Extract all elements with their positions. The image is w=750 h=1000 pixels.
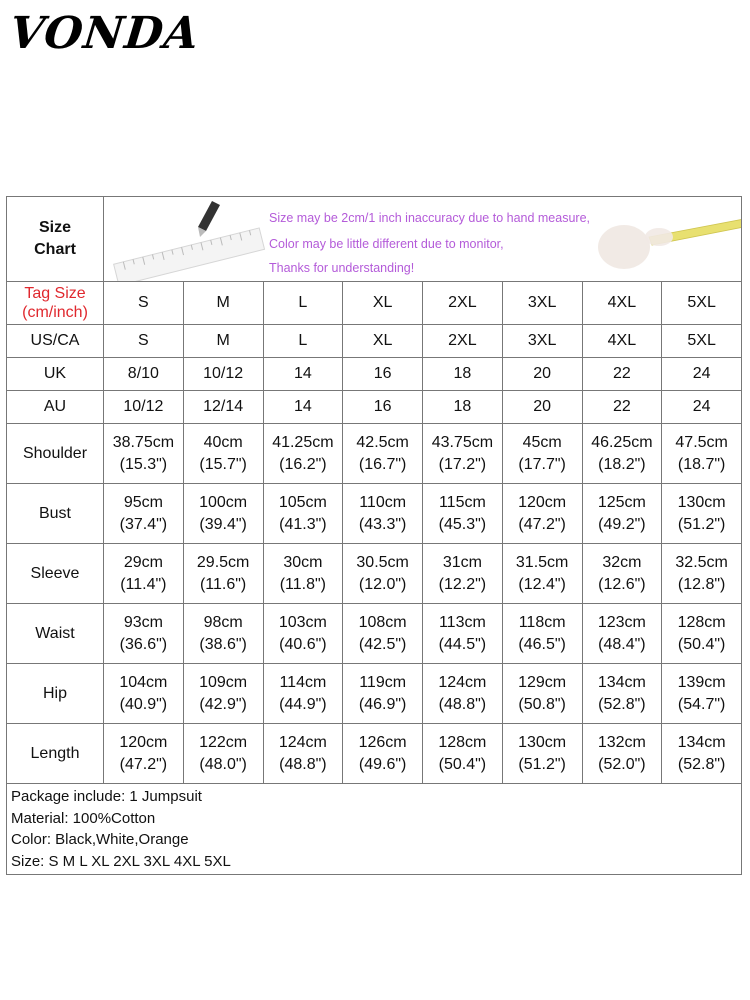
table-cell: S — [104, 325, 184, 358]
inch-value: (36.6") — [119, 635, 168, 653]
cm-value: 32.5cm — [675, 553, 728, 571]
cm-value: 134cm — [677, 733, 726, 751]
row-label: Waist — [7, 604, 104, 664]
inch-value: (52.8") — [677, 755, 726, 773]
inch-value: (12.8") — [677, 575, 726, 593]
cm-value: 105cm — [278, 493, 327, 511]
inch-value: (17.7") — [518, 455, 566, 473]
cm-value: 31cm — [442, 553, 482, 571]
table-cell — [662, 664, 742, 724]
tag-size-row — [7, 282, 742, 325]
table-cell — [343, 604, 423, 664]
cm-value: 30.5cm — [356, 553, 409, 571]
cm-value: 123cm — [597, 613, 646, 631]
table-cell — [183, 724, 263, 784]
inch-value: (12.4") — [518, 575, 566, 593]
cm-value: 43.75cm — [431, 433, 494, 451]
cm-value: 120cm — [518, 493, 567, 511]
cm-value: 30cm — [283, 553, 323, 571]
inch-value: (16.2") — [279, 455, 327, 473]
table-cell: 2XL — [423, 325, 503, 358]
cm-value: 109cm — [199, 673, 248, 691]
banner-row — [7, 197, 742, 282]
table-cell: 16 — [343, 391, 423, 424]
table-cell — [104, 724, 184, 784]
table-cell: XL — [343, 325, 423, 358]
cm-value: 46.25cm — [591, 433, 653, 451]
table-cell — [662, 724, 742, 784]
inch-value: (17.2") — [438, 455, 487, 473]
cm-value: 118cm — [518, 613, 566, 631]
cm-value: 119cm — [359, 673, 407, 691]
inch-value: (37.4") — [119, 515, 168, 533]
cm-value: 41.25cm — [272, 433, 334, 451]
table-cell: 20 — [502, 358, 582, 391]
table-cell — [183, 664, 263, 724]
table-cell: 14 — [263, 391, 343, 424]
table-cell — [502, 484, 582, 544]
size-chart-title: Size Chart — [7, 197, 104, 282]
size-header-xl: XL — [343, 282, 423, 325]
inch-value: (12.6") — [598, 575, 646, 593]
table-cell — [662, 544, 742, 604]
cm-value: 104cm — [119, 673, 168, 691]
inch-value: (50.4") — [677, 635, 726, 653]
table-cell — [343, 724, 423, 784]
table-cell — [263, 544, 343, 604]
inch-value: (15.3") — [119, 455, 168, 473]
table-cell — [104, 484, 184, 544]
table-cell: 4XL — [582, 325, 662, 358]
inch-value: (40.6") — [279, 635, 327, 653]
inch-value: (45.3") — [438, 515, 487, 533]
cm-value: 129cm — [518, 673, 567, 691]
inch-value: (47.2") — [518, 515, 566, 533]
inch-value: (44.9") — [279, 695, 327, 713]
table-cell — [582, 544, 662, 604]
table-cell — [662, 604, 742, 664]
inch-value: (11.8") — [279, 575, 327, 593]
table-row — [7, 424, 742, 484]
brand-logo: VONDA — [7, 8, 202, 59]
table-cell — [662, 484, 742, 544]
inch-value: (49.2") — [598, 515, 646, 533]
inch-value: (44.5") — [438, 635, 487, 653]
table-cell — [263, 664, 343, 724]
note-inaccuracy: Size may be 2cm/1 inch inaccuracy due to hand measure, — [269, 211, 591, 225]
cm-value: 114cm — [279, 673, 327, 691]
table-cell: 12/14 — [183, 391, 263, 424]
table-row — [7, 664, 742, 724]
table-cell: L — [263, 325, 343, 358]
table-cell — [502, 544, 582, 604]
table-cell — [502, 664, 582, 724]
table-cell — [343, 544, 423, 604]
table-cell — [104, 664, 184, 724]
inch-value: (11.4") — [120, 575, 167, 593]
table-row — [7, 724, 742, 784]
cm-value: 113cm — [438, 613, 486, 631]
inch-value: (42.5") — [358, 635, 407, 653]
size-header-m: M — [183, 282, 263, 325]
table-cell: 5XL — [662, 325, 742, 358]
cm-value: 126cm — [358, 733, 407, 751]
table-cell — [183, 424, 263, 484]
table-cell — [104, 544, 184, 604]
cm-value: 122cm — [199, 733, 248, 751]
size-header-l: L — [263, 282, 343, 325]
note-color: Color may be little different due to monitor, — [269, 237, 504, 251]
inch-value: (15.7") — [199, 455, 247, 473]
cm-value: 93cm — [123, 613, 163, 631]
cm-value: 29cm — [123, 553, 163, 571]
table-cell — [423, 724, 503, 784]
table-cell — [582, 424, 662, 484]
info-line: Package include: 1 Jumpsuit — [11, 788, 202, 805]
cm-value: 103cm — [278, 613, 327, 631]
inch-value: (52.8") — [598, 695, 646, 713]
cm-value: 40cm — [203, 433, 243, 451]
cm-value: 130cm — [518, 733, 567, 751]
cm-value: 125cm — [597, 493, 646, 511]
table-cell — [423, 424, 503, 484]
table-cell — [183, 544, 263, 604]
table-cell — [423, 604, 503, 664]
table-cell — [183, 604, 263, 664]
table-row — [7, 358, 742, 391]
table-cell — [104, 424, 184, 484]
table-cell — [183, 484, 263, 544]
product-info-row — [7, 784, 742, 875]
row-label: UK — [7, 358, 104, 391]
table-cell — [502, 424, 582, 484]
cm-value: 29.5cm — [196, 553, 250, 571]
inch-value: (48.0") — [199, 755, 247, 773]
size-header-2xl: 2XL — [423, 282, 503, 325]
cm-value: 115cm — [438, 493, 486, 511]
table-cell: M — [183, 325, 263, 358]
cm-value: 95cm — [123, 493, 163, 511]
inch-value: (41.3") — [279, 515, 327, 533]
row-label: Bust — [7, 484, 104, 544]
cm-value: 128cm — [438, 733, 487, 751]
cm-value: 128cm — [677, 613, 726, 631]
size-header-5xl: 5XL — [662, 282, 742, 325]
table-cell — [582, 604, 662, 664]
inch-value: (42.9") — [199, 695, 247, 713]
inch-value: (50.8") — [518, 695, 566, 713]
table-cell: 24 — [662, 391, 742, 424]
size-chart-table — [6, 196, 742, 875]
table-row — [7, 484, 742, 544]
cm-value: 98cm — [203, 613, 243, 631]
inch-value: (47.2") — [119, 755, 168, 773]
info-line: Size: S M L XL 2XL 3XL 4XL 5XL — [11, 852, 231, 870]
inch-value: (12.0") — [358, 575, 407, 593]
measure-notes-banner — [104, 197, 742, 282]
inch-value: (48.8") — [438, 695, 487, 713]
table-cell: 14 — [263, 358, 343, 391]
size-header-3xl: 3XL — [502, 282, 582, 325]
cm-value: 120cm — [119, 733, 168, 751]
table-cell — [582, 724, 662, 784]
table-cell — [343, 664, 423, 724]
tape-measure-illustration — [598, 219, 741, 269]
inch-value: (43.3") — [358, 515, 407, 533]
row-label: Length — [7, 724, 104, 784]
cm-value: 110cm — [359, 493, 407, 511]
table-cell — [502, 604, 582, 664]
cm-value: 130cm — [677, 493, 726, 511]
product-info — [7, 784, 742, 875]
inch-value: (39.4") — [199, 515, 247, 533]
inch-value: (51.2") — [518, 755, 566, 773]
table-cell — [502, 724, 582, 784]
cm-value: 132cm — [597, 733, 646, 751]
inch-value: (18.2") — [598, 455, 646, 473]
inch-value: (51.2") — [677, 515, 726, 533]
cm-value: 134cm — [597, 673, 646, 691]
inch-value: (52.0") — [598, 755, 646, 773]
inch-value: (46.9") — [358, 695, 407, 713]
table-cell: 3XL — [502, 325, 582, 358]
cm-value: 42.5cm — [356, 433, 409, 451]
table-cell: 10/12 — [104, 391, 184, 424]
inch-value: (16.7") — [358, 455, 407, 473]
table-row — [7, 604, 742, 664]
inch-value: (50.4") — [438, 755, 487, 773]
table-cell — [582, 484, 662, 544]
inch-value: (48.4") — [598, 635, 646, 653]
inch-value: (46.5") — [518, 635, 566, 653]
table-cell — [263, 724, 343, 784]
note-thanks: Thanks for understanding! — [269, 261, 415, 275]
row-label: US/CA — [7, 325, 104, 358]
table-cell: 10/12 — [183, 358, 263, 391]
table-cell: 20 — [502, 391, 582, 424]
table-cell — [104, 604, 184, 664]
table-cell — [423, 544, 503, 604]
size-header-s: S — [104, 282, 184, 325]
info-line: Color: Black,White,Orange — [11, 831, 189, 848]
row-label: AU — [7, 391, 104, 424]
table-cell — [343, 424, 423, 484]
table-row — [7, 391, 742, 424]
inch-value: (54.7") — [677, 695, 726, 713]
inch-value: (12.2") — [438, 575, 487, 593]
inch-value: (18.7") — [677, 455, 726, 473]
table-cell: 16 — [343, 358, 423, 391]
table-cell: 22 — [582, 358, 662, 391]
row-label: Sleeve — [7, 544, 104, 604]
inch-value: (38.6") — [199, 635, 247, 653]
cm-value: 31.5cm — [515, 553, 569, 571]
inch-value: (40.9") — [119, 695, 168, 713]
table-cell — [343, 484, 423, 544]
table-cell — [263, 484, 343, 544]
size-header-4xl: 4XL — [582, 282, 662, 325]
cm-value: 139cm — [677, 673, 726, 691]
cm-value: 45cm — [522, 433, 562, 451]
inch-value: (48.8") — [279, 755, 327, 773]
row-label: Shoulder — [7, 424, 104, 484]
table-cell — [423, 484, 503, 544]
inch-value: (11.6") — [199, 575, 247, 593]
cm-value: 47.5cm — [675, 433, 728, 451]
inch-value: (49.6") — [358, 755, 407, 773]
cm-value: 108cm — [358, 613, 407, 631]
cm-value: 32cm — [602, 553, 642, 571]
table-cell — [263, 424, 343, 484]
table-cell: 8/10 — [104, 358, 184, 391]
row-label: Hip — [7, 664, 104, 724]
table-row — [7, 325, 742, 358]
table-cell — [263, 604, 343, 664]
tag-size-label: Tag Size (cm/inch) — [7, 282, 104, 325]
table-cell: 24 — [662, 358, 742, 391]
cm-value: 100cm — [199, 493, 248, 511]
table-row — [7, 544, 742, 604]
table-cell — [582, 664, 662, 724]
table-cell: 18 — [423, 391, 503, 424]
table-cell — [662, 424, 742, 484]
cm-value: 38.75cm — [112, 433, 175, 451]
cm-value: 124cm — [278, 733, 327, 751]
info-line: Material: 100%Cotton — [11, 809, 156, 827]
table-cell: 22 — [582, 391, 662, 424]
table-cell: 18 — [423, 358, 503, 391]
cm-value: 124cm — [438, 673, 487, 691]
table-cell — [423, 664, 503, 724]
